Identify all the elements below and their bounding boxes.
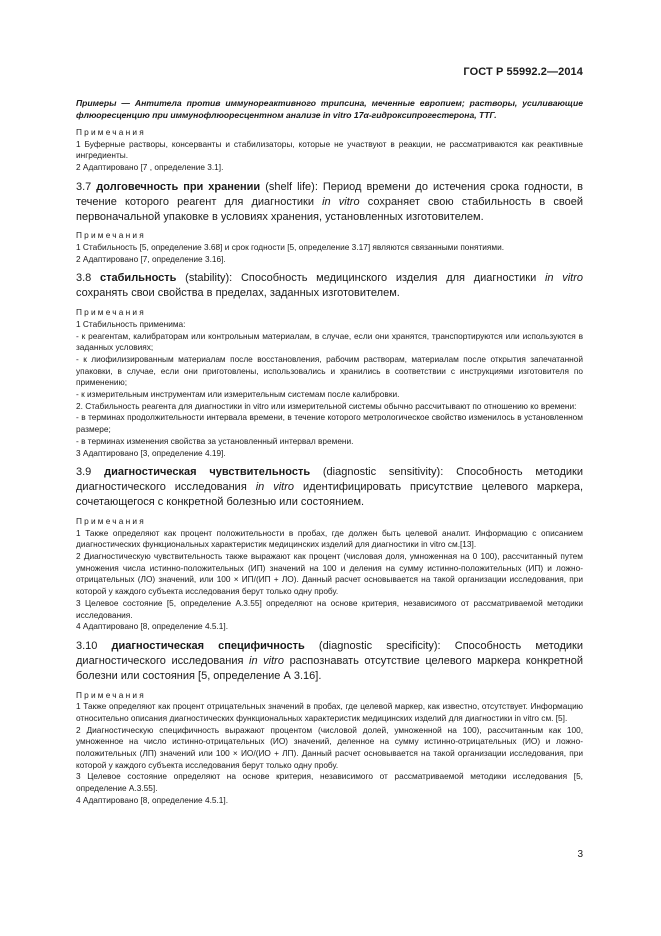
notes-block-1	[76, 127, 583, 174]
term-title: диагностическая чувствительность	[104, 466, 311, 479]
term-number: 3.10	[76, 639, 98, 652]
notes-block-3	[76, 307, 583, 459]
in-vitro: in vitro	[255, 481, 294, 494]
note-item: 3 Адаптировано [3, определение 4.19].	[76, 447, 226, 458]
note-item: 4 Адаптировано [8, определение 4.5.1].	[76, 621, 229, 632]
notes-heading: Примечания	[76, 515, 146, 526]
notes-block-5	[76, 690, 583, 807]
note-item: 2 Адаптировано [7 , определение 3.1].	[76, 162, 224, 172]
term-title: диагностическая специфичность	[111, 639, 305, 652]
in-vitro: in vitro	[249, 654, 284, 667]
term-definition: Способность методики диагностического исследования	[76, 639, 584, 667]
term-definition-cont: сохраняет свою стабильность в своей первоначальной упаковке в условиях хранения, установленных изготовителем.	[76, 195, 583, 223]
term-definition-cont: идентифицировать присутствие целевого маркера, сочетающегося с конкретной болезнью или состоянием.	[76, 481, 584, 509]
term-definition: Период времени до истечения срока годности, в течение которого реагент для диагностики	[76, 180, 583, 208]
term-definition-cont: распознавать отсутствие целевого маркера конкретной болезни или состояния [5, определение А 3.16].	[76, 654, 584, 682]
note-item: - в терминах продолжительности интервала времени, в течение которого метрологическое свойство изменилось в установленном размере;	[76, 412, 583, 435]
note-item: 2 Диагностическую чувствительность также выражают как процент (числовая доля, умноженная на 0 100), рассчитанный путем умножения числа истинно-положительных (ИП) значений на 100 и деления на сумму истинно-положительных (ИП) и ложно-отрицательных (ЛО) значений, или 100 × ИП/(ИП + ЛО). Данный расчет основывается на такой организации исследования, при которой у каждого субъекта исследования берут только одну пробу.	[76, 550, 583, 597]
note-item: 2. Стабильность реагента для диагностики in vitro или измерительной системы обычно рассчитывают по отношению ко времени:	[76, 400, 577, 411]
page-number: 3	[577, 849, 583, 860]
term-definition: Способность методики диагностического исследования	[76, 466, 584, 494]
term-title: долговечность при хранении	[96, 180, 261, 193]
term-definition: Способность медицинского изделия для диагностики	[240, 272, 537, 285]
note-item: 1 Также определяют как процент отрицательных значений в пробах, где целевой маркер, как известно, отсутствует. Информацию относительно описания диагностических функциональных характеристик медицинских изделий для диагностики in vitro см. [5].	[76, 701, 583, 723]
notes-heading: Примечания	[76, 689, 146, 700]
note-item: - в терминах изменения свойства за установленный интервал времени.	[76, 435, 354, 446]
term-english: (diagnostic sensitivity):	[322, 466, 444, 479]
term-english: (stability):	[185, 272, 233, 285]
notes-block-4	[76, 516, 583, 633]
term-number: 3.7	[76, 180, 92, 193]
term-number: 3.9	[76, 466, 92, 479]
notes-heading: Примечания	[76, 127, 146, 137]
notes-block-2	[76, 230, 583, 265]
notes-heading: Примечания	[76, 230, 146, 241]
term-english: (shelf life):	[265, 180, 318, 193]
term-number: 3.8	[76, 272, 92, 285]
note-item: 3 Целевое состояние [5, определение А.3.55] определяют на основе критерия, независимого от рассматриваемой методики исследования.	[76, 597, 583, 620]
notes-heading: Примечания	[76, 307, 146, 318]
term-3-8	[76, 271, 583, 301]
in-vitro: in vitro	[322, 195, 360, 208]
note-item: - к лиофилизированным материалам после восстановления, рабочим растворам, материалам после открытия запечатанной упаковки, в случае, если они приготовлены, использовались и хранились в соответствии с инструкциями изготовителя по применению;	[76, 353, 583, 388]
note-item: 1 Стабильность [5, определение 3.68] и срок годности [5, определение 3.17] являются связанными понятиями.	[76, 242, 505, 253]
note-item: 2 Диагностическую специфичность выражают процентом (числовой долей, умноженной на 100), рассчитанным как 100, умноженное на число истинно-отрицательных (ИО) значений, деленное на сумму истинно-отрицательных (ИО) и ложно-положительных (ЛП) значений или 100 × ИО/(ИО + ЛП). Данный расчет основывается на такой организации исследования, при которой у каждого субъекта исследования берут только одну пробу.	[76, 724, 583, 770]
term-3-10	[76, 639, 583, 684]
note-item: 3 Целевое состояние определяют на основе критерия, независимого от рассматриваемой методики исследования [5, определение А.3.55].	[76, 771, 583, 794]
term-3-9	[76, 465, 583, 510]
note-item: - к измерительным инструментам или измерительным системам после калибровки.	[76, 389, 400, 400]
examples-paragraph: Примеры — Антитела против иммунореактивного трипсина, меченные европием; растворы, усиливающие флюоресценцию при иммунофлюоресцентном анализе in vitro 17α-гидроксипрогестерона, ТТГ.	[76, 98, 583, 120]
in-vitro: in vitro	[544, 272, 584, 285]
term-title: стабильность	[100, 272, 177, 285]
term-definition-cont: сохранять свои свойства в пределах, заданных изготовителем.	[76, 287, 400, 300]
note-item: 1 Буферные растворы, консерванты и стабилизаторы, которые не участвуют в реакции, не рассматриваются как реактивные ингредиенты.	[76, 138, 583, 161]
note-item: - к реагентам, калибраторам или контрольным материалам, в случае, если они хранятся, транспортируются или используются в заданных условиях;	[76, 330, 583, 353]
note-item: 1 Также определяют как процент положительности в пробах, где должен быть целевой аналит. Информацию с описанием диагностических функциональных характеристик медицинских изделий для диагностики in vitro см.[13].	[76, 527, 583, 550]
term-3-7	[76, 180, 583, 225]
page-content	[76, 97, 583, 807]
standard-header: ГОСТ Р 55992.2—2014	[463, 66, 583, 78]
term-english: (diagnostic specificity):	[318, 639, 441, 652]
note-item: 1 Стабильность применима:	[76, 318, 186, 329]
note-item: 4 Адаптировано [8, определение 4.5.1].	[76, 794, 229, 805]
note-item: 2 Адаптировано [7, определение 3.16].	[76, 253, 226, 264]
